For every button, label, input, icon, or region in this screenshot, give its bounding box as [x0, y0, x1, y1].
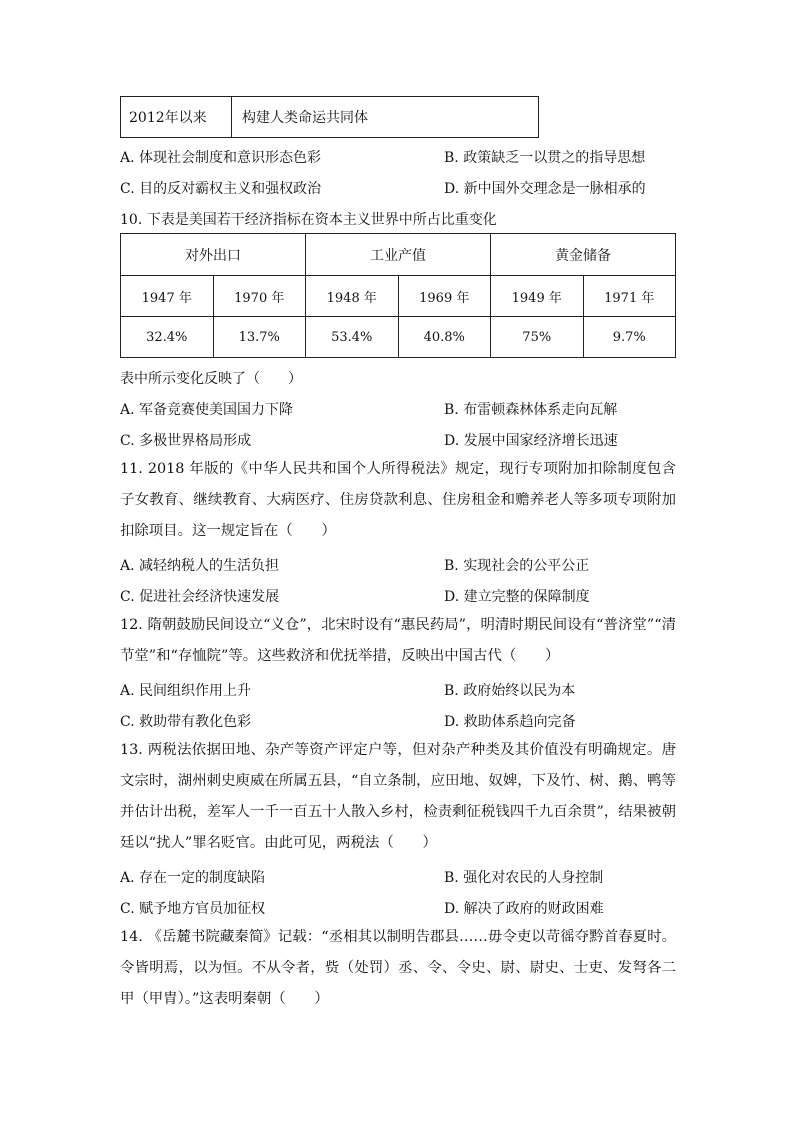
q11-stem: 11. 2018 年版的《中华人民共和国个人所得税法》规定，现行专项附加扣除制度包含子女教育、继续教育、大病医疗、住房贷款利息、住房租金和赡养老人等多项专项附加扣除项目。这一规定旨在（ ） [120, 461, 676, 539]
q10-stem: 10. 下表是美国若干经济指标在资本主义世界中所占比重变化 [120, 212, 497, 228]
q10-option-c[interactable]: C. 多极世界格局形成 [120, 433, 252, 449]
q11-option-a[interactable]: A. 减轻纳税人的生活负担 [120, 558, 280, 574]
value-cell: 13.7% [213, 317, 306, 358]
policy-table-fragment [120, 96, 539, 138]
q9-option-c[interactable]: C. 目的反对霸权主义和强权政治 [120, 181, 322, 197]
year-cell: 1969 年 [398, 276, 491, 317]
value-cell: 40.8% [398, 317, 491, 358]
q10-option-a[interactable]: A. 军备竞赛使美国国力下降 [120, 402, 294, 418]
year-cell: 1949 年 [491, 276, 584, 317]
q13-option-c[interactable]: C. 赋予地方官员加征权 [120, 901, 266, 917]
q13-stem: 13. 两税法依据田地、杂产等资产评定户等，但对杂产种类及其价值没有明确规定。唐文宗时，湖州刺史庾威在所属五县，“自立条制，应田地、奴婢，下及竹、树、鹅、鸭等并估计出税，差军人一千一百五十人散入乡村，检责剩征税钱四千九百余贯”，结果被朝廷以“扰人”罪名贬官。由此可见，两税法（ ） [120, 742, 676, 851]
policy-year-cell: 2012年以来 [121, 97, 232, 137]
q10-option-d[interactable]: D. 发展中国家经济增长迅速 [444, 433, 618, 449]
q10-option-b[interactable]: B. 布雷顿森林体系走向瓦解 [444, 402, 618, 418]
us-economy-table [120, 233, 676, 358]
q9-option-a[interactable]: A. 体现社会制度和意识形态色彩 [120, 150, 322, 166]
year-cell: 1970 年 [213, 276, 306, 317]
year-cell: 1948 年 [306, 276, 399, 317]
q11-option-d[interactable]: D. 建立完整的保障制度 [444, 589, 590, 605]
q11-option-c[interactable]: C. 促进社会经济快速发展 [120, 589, 280, 605]
q9-option-b[interactable]: B. 政策缺乏一以贯之的指导思想 [444, 150, 646, 166]
q12-option-b[interactable]: B. 政府始终以民为本 [444, 683, 576, 699]
value-cell: 9.7% [583, 317, 676, 358]
value-cell: 53.4% [306, 317, 399, 358]
q13-option-d[interactable]: D. 解决了政府的财政困难 [444, 901, 604, 917]
q13-option-b[interactable]: B. 强化对农民的人身控制 [444, 870, 604, 886]
header-exports: 对外出口 [121, 234, 306, 276]
q12-stem: 12. 隋朝鼓励民间设立“义仓”，北宋时设有“惠民药局”，明清时期民间设有“普济堂”“清节堂”和“存恤院”等。这些救济和优抚举措，反映出中国古代（ ） [120, 617, 676, 664]
q12-option-a[interactable]: A. 民间组织作用上升 [120, 683, 252, 699]
q12-option-d[interactable]: D. 救助体系趋向完备 [444, 714, 576, 730]
header-industry: 工业产值 [306, 234, 491, 276]
q10-question: 表中所示变化反映了（ ） [120, 371, 302, 387]
policy-content-cell: 构建人类命运共同体 [242, 110, 368, 126]
value-cell: 75% [491, 317, 584, 358]
year-cell: 1971 年 [583, 276, 676, 317]
q14-stem: 14. 《岳麓书院藏秦简》记载：“丞相其以制明告郡县……毋令吏以苛徭夺黔首春夏时。令皆明焉，以为恒。不从令者，赀（处罚）丞、令、令史、尉、尉史、士吏、发弩各二甲（甲胄）。”这表明秦朝（ ） [120, 929, 676, 1007]
year-cell: 1947 年 [121, 276, 214, 317]
header-gold: 黄金储备 [491, 234, 676, 276]
value-cell: 32.4% [121, 317, 214, 358]
q12-option-c[interactable]: C. 救助带有教化色彩 [120, 714, 252, 730]
q9-option-d[interactable]: D. 新中国外交理念是一脉相承的 [444, 181, 646, 197]
q13-option-a[interactable]: A. 存在一定的制度缺陷 [120, 870, 266, 886]
q11-option-b[interactable]: B. 实现社会的公平公正 [444, 558, 590, 574]
